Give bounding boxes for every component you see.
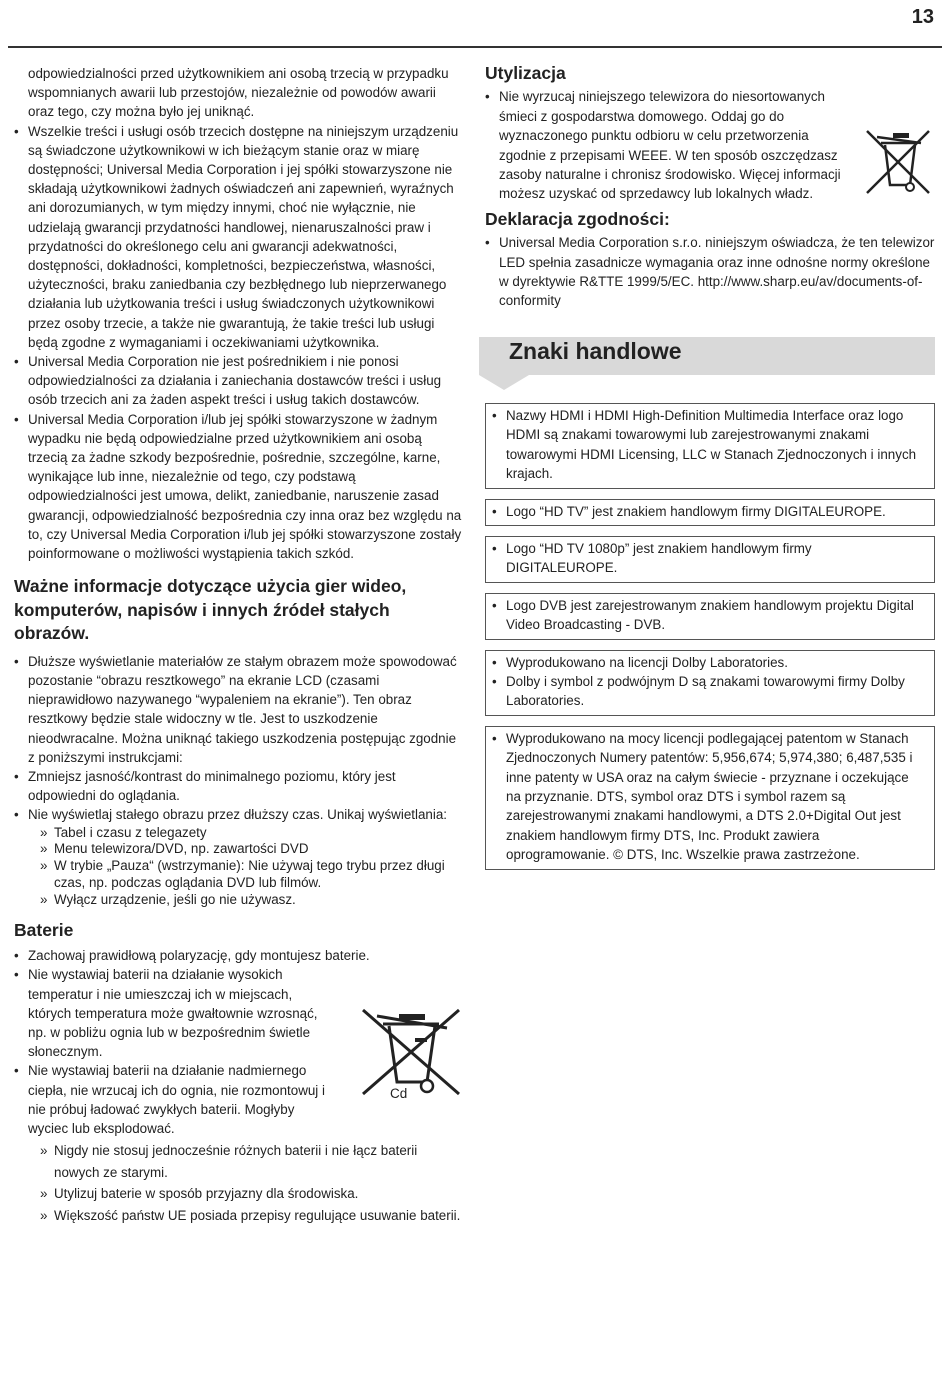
right-column <box>485 64 935 880</box>
list-item: • Wyprodukowano na mocy licencji podlegającej patentom w Stanach Zjednoczonych Numery patentów: 5,956,674; 5,974,380; 6,487,535 i inne patenty w USA oraz na całym świecie - przyznane i oczekujące na przyznanie. DTS, symbol oraz DTS i symbol razem są zarejestrowanymi znakami handlowymi, a DTS 2.0+Digital Out jest znakiem handlowym firmy DTS, Inc. Produkt zawiera oprogramowanie. © DTS, Inc. Wszelkie prawa zastrzeżone. <box>492 729 926 865</box>
sub-list-item: » Wyłącz urządzenie, jeśli go nie używasz. <box>14 892 464 909</box>
weee-bin-icon <box>863 127 933 202</box>
list-item: • Nie wyświetlaj stałego obrazu przez dłuższy czas. Unikaj wyświetlania: <box>14 805 464 824</box>
trademark-box-hdtv-1080p <box>485 536 935 583</box>
conformity-heading: Deklaracja zgodności: <box>485 208 670 229</box>
still-images-sublist <box>14 825 464 909</box>
sub-list-item: » Tabel i czasu z telegazety <box>14 825 464 842</box>
trademark-box-dolby <box>485 650 935 716</box>
header-rule <box>8 46 942 48</box>
trademark-box-dts <box>485 726 935 870</box>
trademark-box-hdtv <box>485 499 935 526</box>
conformity-list <box>485 233 935 311</box>
list-item: • Nie wystawiaj baterii na działanie nadmiernego ciepła, nie wrzucaj ich do ognia, nie rozmontowuj i nie próbuj ładować zwykłych baterii. Mogłyby wyciec lub eksplodować. <box>14 1061 328 1138</box>
page-number: 13 <box>911 6 934 28</box>
list-item: • Universal Media Corporation s.r.o. niniejszym oświadcza, że ten telewizor LED spełnia zasadnicze wymagania oraz inne odnośne normy określone w dyrektywie R&TTE 1999/5/EC. http://www.sharp.eu/av/documents-of-conformity <box>485 233 935 311</box>
liability-list <box>14 122 464 564</box>
battery-heading: Baterie <box>14 919 74 940</box>
sub-list-item: » Menu telewizora/DVD, np. zawartości DVD <box>14 841 464 858</box>
battery-section <box>14 946 464 1138</box>
list-item: • Logo “HD TV 1080p” jest znakiem handlowym firmy DIGITALEUROPE. <box>492 539 926 578</box>
list-item: • Nazwy HDMI i HDMI High-Definition Multimedia Interface oraz logo HDMI są znakami towarowymi lub zarejestrowanymi znakami towarowymi HDMI Licensing, LLC w Stanach Zjednoczonych i innych krajach. <box>492 406 926 484</box>
list-item: • Zmniejsz jasność/kontrast do minimalnego poziomu, który jest odpowiedni do oglądania. <box>14 767 464 805</box>
list-item: • Zachowaj prawidłową polaryzację, gdy montujesz baterie. <box>14 946 464 965</box>
sub-list-item: » Nigdy nie stosuj jednocześnie różnych baterii i nie łącz baterii nowych ze starymi. <box>14 1140 464 1183</box>
still-images-list <box>14 652 464 825</box>
sub-list-item: » Większość państw UE posiada przepisy regulujące usuwanie baterii. <box>14 1205 464 1227</box>
trademarks-heading: Znaki handlowe <box>509 337 682 364</box>
intro-paragraph: odpowiedzialności przed użytkownikiem ani osobą trzecią w przypadku wspomnianych awarii lub przestojów, niezależnie od powodów awarii oraz tego, czy można było jej uniknąć. <box>28 66 449 120</box>
sub-list-item: » Utylizuj baterie w sposób przyjazny dla środowiska. <box>14 1183 464 1205</box>
sub-list-item: » W trybie „Pauza“ (wstrzymanie): Nie używaj tego trybu przez długi czas, np. podczas oglądania DVD lub filmów. <box>14 858 464 892</box>
list-item: • Wyprodukowano na licencji Dolby Laboratories. <box>492 653 926 672</box>
list-item: • Nie wystawiaj baterii na działanie wysokich temperatur i nie umieszczaj ich w miejscach, których temperatura może gwałtownie wzrosnąć, np. w pobliżu ognia lub w bezpośrednim świetle słonecznym. <box>14 965 328 1061</box>
list-item: • Wszelkie treści i usługi osób trzecich dostępne na niniejszym urządzeniu są świadczone użytkownikowi w ich bieżącym stanie oraz w miarę dostępności; Universal Media Corporation i jej spółki stowarzyszone nie składają użytkownikowi żadnych oświadczeń ani zapewnień, wyraźnych ani dorozumianych, w tym między innymi, choć nie wyłącznie, nie udzielają gwarancji przydatności handlowej, nienaruszalności praw i przydatności do określonego celu ani gwarancji adekwatności, dostępności, dokładności, kompletności, bezpieczeństwa, własności, użyteczności, braku zaniedbania czy bezbłędnego lub nieprzerwanego działania lub użytkowania treści i usług świadczonych użytkownikowi przez osoby trzecie, a także nie gwarantują, że takie treści lub usługi będą zgodne z wymaganiami i oczekiwaniami użytkownika. <box>14 122 464 352</box>
cadmium-label: Cd <box>390 1086 408 1102</box>
trademark-box-dvb <box>485 593 935 640</box>
trademarks-banner <box>479 337 935 375</box>
still-images-heading: Ważne informacje dotyczące użycia gier wideo, komputerów, napisów i innych źródeł stałych obrazów. <box>14 576 407 644</box>
list-item: • Universal Media Corporation i/lub jej spółki stowarzyszone w żadnym wypadku nie będą odpowiedzialne przed użytkownikiem ani osobą trzecią za żadne szkody bezpośrednie, pośrednie, szczególne, karne, wynikające lub inne, niezależnie od tego, czy podstawą odpowiedzialności jest umowa, delikt, zaniedbanie, naruszenie zasad gwarancji, odpowiedzialność bezpośrednia czy inna oraz bez względu na to, czy Universal Media Corporation i/lub jej spółki stowarzyszone zostały poinformowane o możliwości wystąpienia takich szkód. <box>14 410 464 564</box>
left-column <box>14 64 464 1226</box>
list-item: • Logo DVB jest zarejestrowanym znakiem handlowym projektu Digital Video Broadcasting - DVB. <box>492 596 926 635</box>
disposal-heading: Utylizacja <box>485 63 566 83</box>
list-item: • Dłuższe wyświetlanie materiałów ze stałym obrazem może spowodować pozostanie “obrazu resztkowego” na ekranie LCD (czasami nieprawidłowo nazywanego “wypaleniem na ekranie”). Ten obraz resztkowy będzie stale widoczny w tle. Jest to uszkodzenie nieodwracalne. Można uniknąć takiego uszkodzenia postępując zgodnie z poniższymi instrukcjami: <box>14 652 464 767</box>
list-item: • Dolby i symbol z podwójnym D są znakami towarowymi firmy Dolby Laboratories. <box>492 672 926 711</box>
list-item: • Universal Media Corporation nie jest pośrednikiem i nie ponosi odpowiedzialności za działania i zaniechania dostawców treści i usług osób trzecich ani za żaden aspekt treści i usług takich dostawców. <box>14 352 464 410</box>
crossed-bin-icon <box>359 1008 465 1098</box>
battery-sublist <box>14 1140 464 1226</box>
disposal-section <box>485 87 935 203</box>
trademark-box-hdmi <box>485 403 935 489</box>
list-item: • Nie wyrzucaj niniejszego telewizora do niesortowanych śmieci z gospodarstwa domowego. Oddaj go do wyznaczonego punktu odbioru w celu przetworzenia zgodnie z przepisami WEEE. W ten sposób oszczędzasz zasoby naturalne i chronisz środowisko. Więcej informacji możesz uzyskać od sprzedawcy lub lokalnych władz. <box>485 87 849 203</box>
list-item: • Logo “HD TV” jest znakiem handlowym firmy DIGITALEUROPE. <box>492 502 926 521</box>
